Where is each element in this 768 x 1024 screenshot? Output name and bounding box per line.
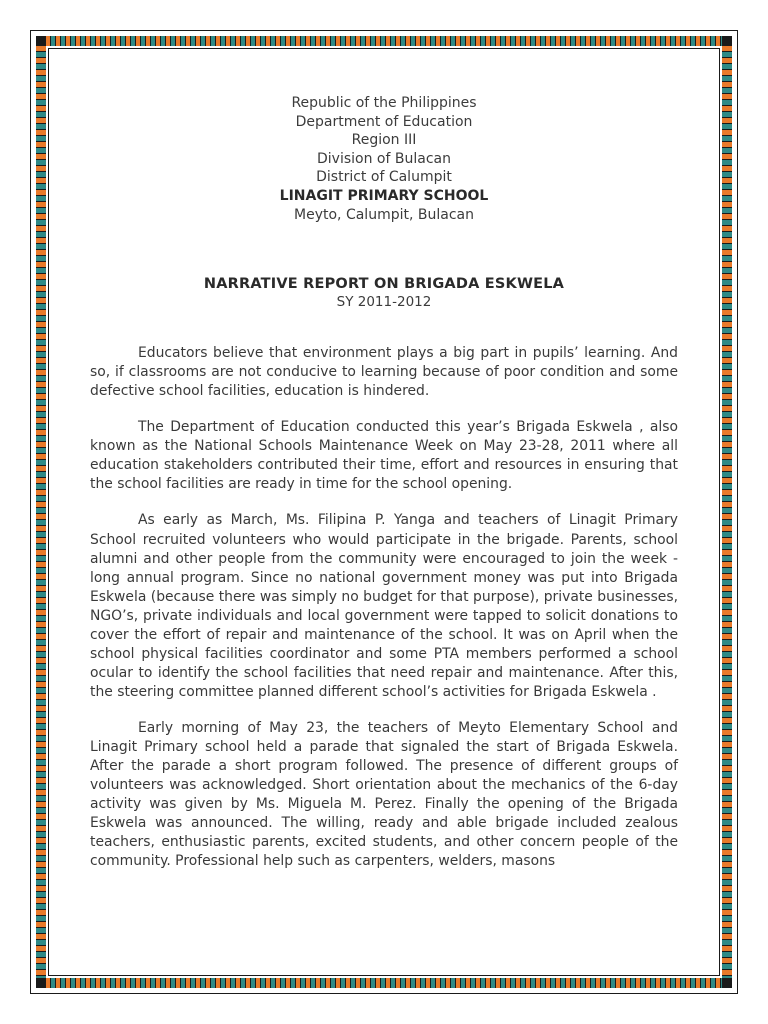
border-corner-bottom-left <box>36 978 46 988</box>
header-line-region: Region III <box>351 132 417 149</box>
decorative-border-bottom <box>36 978 732 988</box>
school-year: SY 2011-2012 <box>336 294 432 311</box>
report-body <box>90 344 678 871</box>
document-header <box>90 94 678 224</box>
report-title-block <box>90 276 678 310</box>
document-content <box>90 94 678 871</box>
border-corner-top-right <box>722 36 732 46</box>
paragraph-1: Educators believe that environment plays a big part in pupils’ learning. And so, if classrooms are not conducive to learning because of poor condition and some defective school facilities, education is hindered. <box>90 345 678 400</box>
paragraph-3: As early as March, Ms. Filipina P. Yanga and teachers of Linagit Primary School recruited volunteers who would participate in the brigade. Parents, school alumni and other people from the community were encouraged to join the week - long annual program. Since no national government money was put into Brigada Eskwela (because there was simply no budget for that purpose), private businesses, NGO’s, private individuals and local government were tapped to solicit donations to cover the effort of repair and maintenance of the school. It was on April when the school physical facilities coordinator and some PTA members performed a school ocular to identify the school facilities that need repair and maintenance. After this, the steering committee planned different school’s activities for Brigada Eskwela . <box>90 512 678 700</box>
border-corner-bottom-right <box>722 978 732 988</box>
decorative-border-right <box>722 46 732 978</box>
paragraph-2: The Department of Education conducted this year’s Brigada Eskwela , also known as the National Schools Maintenance Week on May 23-28, 2011 where all education stakeholders contributed their time, effort and resources in ensuring that the school facilities are ready in time for the school opening. <box>90 419 678 493</box>
header-line-division: Division of Bulacan <box>317 150 451 167</box>
header-line-republic: Republic of the Philippines <box>291 95 477 111</box>
paragraph-4: Early morning of May 23, the teachers of Meyto Elementary School and Linagit Primary school held a parade that signaled the start of Brigada Eskwela. After the parade a short program followed. The presence of different groups of volunteers was acknowledged. Short orientation about the mechanics of the 6-day activity was given by Ms. Miguela M. Perez. Finally the opening of the Brigada Eskwela was announced. The willing, ready and able brigade included zealous teachers, enthusiastic parents, excited students, and other concern people of the community. Professional help such as carpenters, welders, masons <box>90 719 678 870</box>
school-name: LINAGIT PRIMARY SCHOOL <box>279 187 489 204</box>
school-address: Meyto, Calumpit, Bulacan <box>294 206 474 223</box>
header-line-department: Department of Education <box>295 113 473 130</box>
decorative-border-top <box>36 36 732 46</box>
border-corner-top-left <box>36 36 46 46</box>
header-line-district: District of Calumpit <box>316 169 452 186</box>
decorative-border-left <box>36 46 46 978</box>
report-title: NARRATIVE REPORT ON BRIGADA ESKWELA <box>203 276 565 293</box>
